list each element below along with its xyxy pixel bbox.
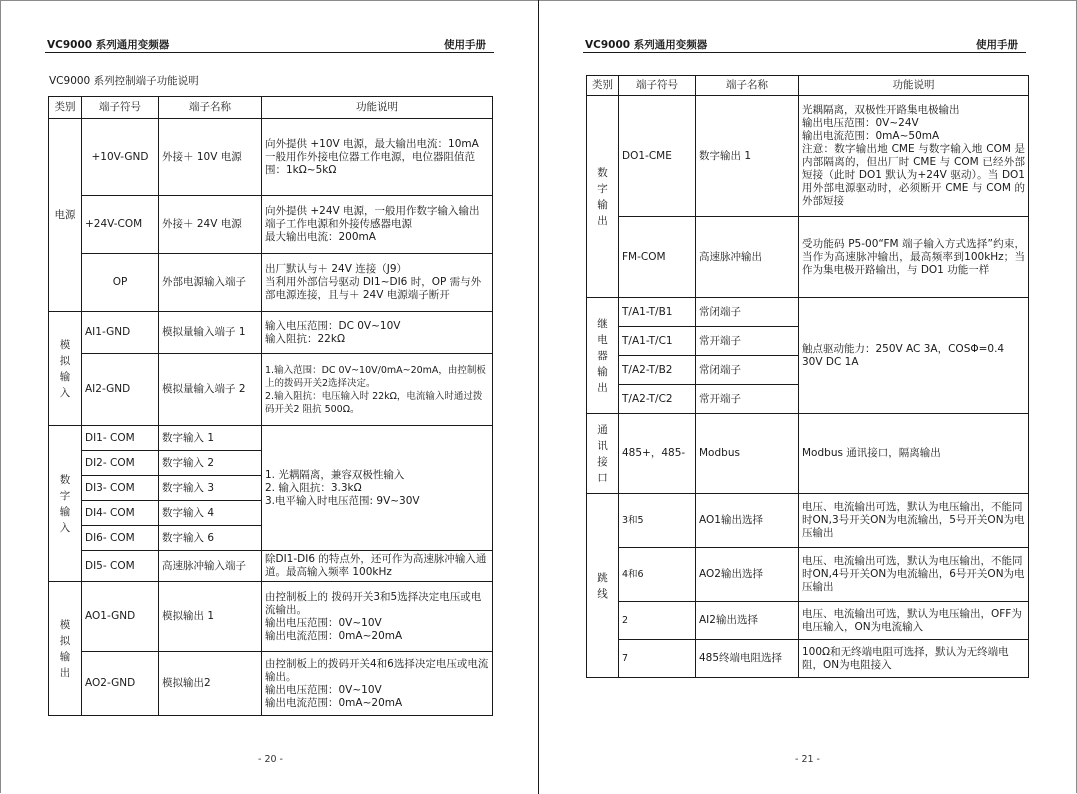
description-cell bbox=[799, 494, 1029, 548]
category-label: 通讯接口 bbox=[597, 423, 608, 484]
header-manual-label: 使用手册 bbox=[444, 39, 486, 51]
col-header-symbol: 端子符号 bbox=[619, 76, 696, 96]
desc-line: 输出电流范围：0mA~20mA bbox=[265, 696, 403, 709]
symbol-cell: +10V-GND bbox=[82, 119, 159, 196]
desc-line: 一般用作外接电位器工作电源，电位器阻值范围：1kΩ~5kΩ bbox=[265, 150, 475, 176]
desc-line: 向外提供 +10V 电源，最大输出电流：10mA bbox=[265, 137, 479, 150]
category-cell bbox=[49, 312, 82, 426]
name-cell: 高速脉冲输出 bbox=[696, 217, 799, 298]
table-row bbox=[49, 119, 493, 196]
name-cell: AO2输出选择 bbox=[696, 548, 799, 602]
name-cell: 数字输入 2 bbox=[159, 451, 262, 476]
name-cell: 外接＋ 10V 电源 bbox=[159, 119, 262, 196]
name-cell: 模拟输出 1 bbox=[159, 582, 262, 652]
running-header bbox=[45, 35, 494, 53]
desc-line: 向外提供 +24V 电源，一般用作数字输入输出端子工作电源和外接传感器电源 bbox=[265, 205, 480, 230]
desc-line: 3.电平输入时电压范围: 9V~30V bbox=[265, 494, 420, 507]
symbol-cell: T/A1-T/B1 bbox=[619, 298, 696, 327]
desc-line: 由控制板上的 拨码开关3和5选择决定电压或电流输出。 bbox=[265, 590, 482, 616]
category-cell bbox=[587, 298, 619, 414]
col-header-symbol: 端子符号 bbox=[82, 97, 159, 119]
name-cell: 常开端子 bbox=[696, 327, 799, 356]
category-cell bbox=[587, 494, 619, 678]
table-row bbox=[587, 414, 1029, 494]
name-cell: 模拟量输入端子 1 bbox=[159, 312, 262, 354]
table-row bbox=[49, 196, 493, 254]
name-cell: AI2输出选择 bbox=[696, 602, 799, 640]
symbol-cell: 7 bbox=[619, 640, 696, 678]
table-header-row bbox=[49, 97, 493, 119]
desc-line: 受功能码 P5-00“FM 端子输入方式选择”约束，当作为高速脉冲输出，最高频率到100kHz；当作为集电极开路输出，与 DO1 功能一样 bbox=[802, 237, 1025, 276]
terminal-function-table bbox=[48, 96, 493, 716]
table-row bbox=[587, 602, 1029, 640]
desc-line: 30V DC 1A bbox=[802, 355, 859, 368]
desc-line: 除DI1-DI6 的特点外，还可作为高速脉冲输入通道。最高输入频率 100kHz bbox=[265, 553, 487, 578]
desc-line: 最大输出电流：200mA bbox=[265, 231, 376, 243]
category-label: 跳线 bbox=[597, 571, 608, 600]
table-row bbox=[587, 548, 1029, 602]
table-row bbox=[49, 354, 493, 426]
name-cell: 常开端子 bbox=[696, 385, 799, 414]
description-cell bbox=[799, 640, 1029, 678]
description-cell-shared bbox=[799, 298, 1029, 414]
table-row bbox=[587, 96, 1029, 217]
symbol-cell: DO1-CME bbox=[619, 96, 696, 217]
category-label: 模拟输入 bbox=[59, 338, 71, 399]
desc-line: 光耦隔离，双极性开路集电极输出 bbox=[802, 104, 960, 116]
symbol-cell: AI1-GND bbox=[82, 312, 159, 354]
section-title: VC9000 系列控制端子功能说明 bbox=[49, 75, 199, 87]
col-header-description: 功能说明 bbox=[799, 76, 1029, 96]
table-header-row bbox=[587, 76, 1029, 96]
name-cell: 外部电源输入端子 bbox=[159, 254, 262, 312]
description-cell bbox=[799, 217, 1029, 298]
symbol-cell: 2 bbox=[619, 602, 696, 640]
table-row bbox=[49, 254, 493, 312]
page-21 bbox=[539, 0, 1077, 794]
category-cell bbox=[49, 582, 82, 716]
symbol-cell: DI2- COM bbox=[82, 451, 159, 476]
col-header-description: 功能说明 bbox=[262, 97, 493, 119]
table-row bbox=[587, 298, 1029, 327]
table-row bbox=[49, 312, 493, 354]
symbol-cell: FM-COM bbox=[619, 217, 696, 298]
symbol-cell: DI3- COM bbox=[82, 476, 159, 501]
description-cell bbox=[799, 96, 1029, 217]
name-cell: 常闭端子 bbox=[696, 356, 799, 385]
desc-line: 输出电压范围：0V~10V bbox=[265, 683, 382, 696]
page-number: - 20 - bbox=[258, 754, 283, 765]
symbol-cell: +24V-COM bbox=[82, 196, 159, 254]
category-label: 电源 bbox=[54, 209, 76, 221]
name-cell: 数字输入 4 bbox=[159, 501, 262, 526]
name-cell: 模拟输出2 bbox=[159, 652, 262, 716]
description-cell bbox=[262, 119, 493, 196]
symbol-cell: T/A2-T/C2 bbox=[619, 385, 696, 414]
desc-line: 触点驱动能力：250V AC 3A，COSΦ=0.4 bbox=[802, 342, 1005, 355]
description-cell bbox=[262, 196, 493, 254]
desc-line: 电压、电流输出可选，默认为电压输出，OFF为电压输入，ON为电流输入 bbox=[802, 607, 1022, 633]
table-row bbox=[587, 640, 1029, 678]
description-cell bbox=[262, 652, 493, 716]
category-label: 模拟输出 bbox=[59, 618, 71, 679]
table-row bbox=[49, 582, 493, 652]
name-cell: AO1输出选择 bbox=[696, 494, 799, 548]
name-cell: 数字输入 3 bbox=[159, 476, 262, 501]
category-cell bbox=[49, 426, 82, 582]
col-header-name: 端子名称 bbox=[159, 97, 262, 119]
table-row bbox=[49, 551, 493, 582]
desc-line: 电压、电流输出可选，默认为电压输出，不能同时ON,3号开关ON为电流输出，5号开关ON为电压输出 bbox=[802, 501, 1025, 539]
category-cell bbox=[587, 96, 619, 298]
description-cell bbox=[262, 312, 493, 354]
category-cell bbox=[49, 119, 82, 312]
desc-line: 电压、电流输出可选，默认为电压输出，不能同时ON,4号开关ON为电流输出，6号开关ON为电压输出 bbox=[802, 555, 1025, 593]
name-cell: 常闭端子 bbox=[696, 298, 799, 327]
name-cell: 高速脉冲输入端子 bbox=[159, 551, 262, 582]
symbol-cell: 4和6 bbox=[619, 548, 696, 602]
description-cell bbox=[799, 414, 1029, 494]
desc-line: 输入电压范围：DC 0V~10V bbox=[265, 319, 401, 332]
category-label: 数字输入 bbox=[59, 473, 71, 534]
desc-line: 出厂默认与＋ 24V 连接（J9） bbox=[265, 263, 407, 275]
desc-line: 输入阻抗：22kΩ bbox=[265, 332, 345, 345]
symbol-cell: AI2-GND bbox=[82, 354, 159, 426]
name-cell: 485终端电阻选择 bbox=[696, 640, 799, 678]
description-cell bbox=[262, 551, 493, 582]
desc-line: 输出电压范围：0V~10V bbox=[265, 616, 382, 629]
description-cell bbox=[262, 254, 493, 312]
table-row bbox=[49, 426, 493, 451]
header-product-title: VC9000 系列通用变频器 bbox=[47, 39, 170, 51]
table-row bbox=[587, 494, 1029, 548]
desc-line: 输出电压范围：0V~24V bbox=[802, 117, 919, 129]
desc-line: 由控制板上的拨码开关4和6选择决定电压或电流输出。 bbox=[265, 657, 489, 683]
desc-line: 1.输入范围：DC 0V~10V/0mA~20mA，由控制板上的拨码开关2选择决定。 bbox=[265, 364, 486, 389]
page-20 bbox=[0, 0, 538, 794]
running-header bbox=[583, 35, 1026, 53]
symbol-cell: DI4- COM bbox=[82, 501, 159, 526]
symbol-cell: AO2-GND bbox=[82, 652, 159, 716]
name-cell: 数字输出 1 bbox=[696, 96, 799, 217]
symbol-cell: DI6- COM bbox=[82, 526, 159, 551]
description-cell bbox=[799, 602, 1029, 640]
description-cell-shared bbox=[262, 426, 493, 551]
header-product-title: VC9000 系列通用变频器 bbox=[585, 39, 708, 51]
symbol-cell: AO1-GND bbox=[82, 582, 159, 652]
page-number: - 21 - bbox=[795, 754, 820, 765]
table-row bbox=[49, 652, 493, 716]
col-header-category: 类别 bbox=[587, 76, 619, 96]
header-manual-label: 使用手册 bbox=[976, 39, 1018, 51]
symbol-cell: 3和5 bbox=[619, 494, 696, 548]
desc-line: Modbus 通讯接口，隔离输出 bbox=[802, 447, 941, 459]
col-header-name: 端子名称 bbox=[696, 76, 799, 96]
desc-line: 注意：数字输出地 CME 与数字输入地 COM 是内部隔离的，但出厂时 CME 与 COM 已经外部短接（此时 DO1 默认为+24V 驱动）。当 DO1 用外部电源驱动时，必须断开 CME 与 COM 的外部短接 bbox=[802, 143, 1025, 207]
desc-line: 1. 光耦隔离，兼容双极性输入 bbox=[265, 468, 405, 481]
symbol-cell: T/A2-T/B2 bbox=[619, 356, 696, 385]
symbol-cell: T/A1-T/C1 bbox=[619, 327, 696, 356]
terminal-function-table bbox=[586, 75, 1029, 678]
category-label: 数字输出 bbox=[597, 166, 608, 227]
symbol-cell: DI5- COM bbox=[82, 551, 159, 582]
description-cell bbox=[262, 354, 493, 426]
table-row bbox=[587, 217, 1029, 298]
category-cell bbox=[587, 414, 619, 494]
desc-line: 当利用外部信号驱动 DI1~DI6 时，OP 需与外部电源连接，且与＋ 24V 电源端子断开 bbox=[265, 276, 482, 301]
desc-line: 100Ω和无终端电阻可选择，默认为无终端电阻，ON为电阻接入 bbox=[802, 645, 1009, 671]
desc-line: 输出电流范围：0mA~20mA bbox=[265, 629, 403, 642]
description-cell bbox=[262, 582, 493, 652]
symbol-cell: OP bbox=[82, 254, 159, 312]
name-cell: 模拟量输入端子 2 bbox=[159, 354, 262, 426]
description-cell bbox=[799, 548, 1029, 602]
name-cell: 数字输入 1 bbox=[159, 426, 262, 451]
symbol-cell: DI1- COM bbox=[82, 426, 159, 451]
col-header-category: 类别 bbox=[49, 97, 82, 119]
name-cell: 外接＋ 24V 电源 bbox=[159, 196, 262, 254]
desc-line: 2.输入阻抗：电压输入时 22kΩ，电流输入时通过拨码开关2 阻抗 500Ω。 bbox=[265, 390, 483, 415]
desc-line: 2. 输入阻抗：3.3kΩ bbox=[265, 481, 362, 494]
name-cell: 数字输入 6 bbox=[159, 526, 262, 551]
name-cell: Modbus bbox=[696, 414, 799, 494]
desc-line: 输出电流范围：0mA~50mA bbox=[802, 130, 940, 142]
category-label: 继电器输出 bbox=[597, 317, 608, 394]
symbol-cell: 485+，485- bbox=[619, 414, 696, 494]
